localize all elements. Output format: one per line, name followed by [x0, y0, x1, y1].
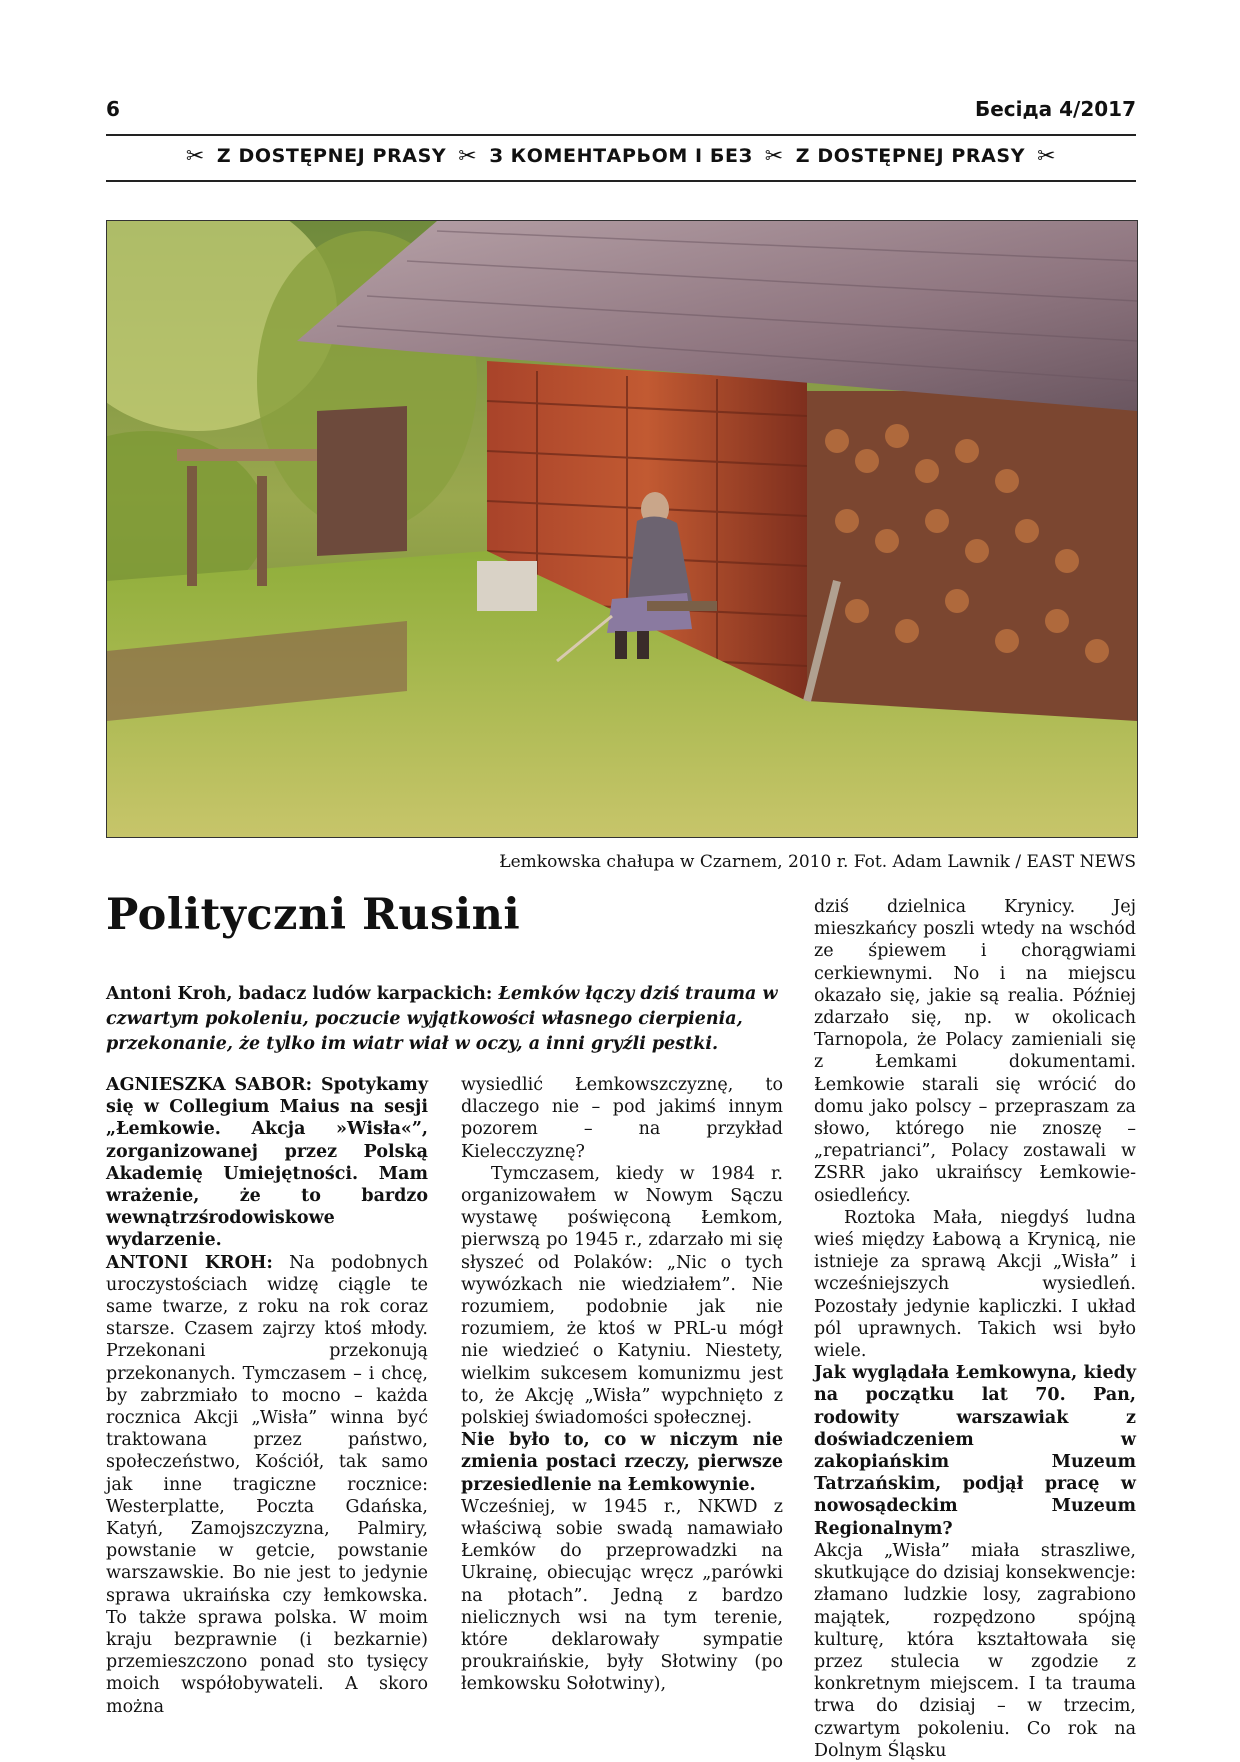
article-column-2	[461, 1074, 783, 1696]
answer-text: Na podobnych uroczystościach widzę ciągle te same twarze, z roku na rok coraz starsze. Czasem zajrzy ktoś młody. Przekonani przekonują przekonanych. Tymczasem – i chcę, by zabrzmiało to mocno – każda rocznica Akcji „Wisła” winna być traktowana przez państwo, społeczeństwo, Kościół, tak samo jak inne tragiczne rocznice: Westerplatte, Poczta Gdańska, Katyń, Zamojszczyzna, Palmiry, powstanie w getcie, powstanie warszawskie. Bo nie jest to jedynie sprawa ukraińska czy łemkowska. To także sprawa polska. W moim kraju bezprawnie (i bezkarnie) przemieszczono ponad sto tysięcy moich współobywateli. A skoro można	[106, 1252, 428, 1717]
lead-author: Antoni Kroh, badacz ludów karpackich:	[106, 984, 499, 1004]
photo-caption: Łemkowska chałupa w Czarnem, 2010 r. Fot. Adam Lawnik / EAST NEWS	[499, 852, 1136, 872]
issue-label: Бесіда 4/2017	[974, 97, 1136, 121]
scissors-icon: ✂	[458, 143, 478, 169]
section-banner	[106, 141, 1136, 171]
paragraph: Wcześniej, w 1945 r., NKWD z właściwą sobie swadą namawiało Łemków do przeprowadzki na Ukrainę, obiecując wręcz „parówki na płotach”. Jedną z bardzo nielicznych wsi na tym terenie, które deklarowały sympatie proukraińskie, były Słotwiny (po łemkowsku Sołotwiny),	[461, 1496, 783, 1695]
header-rule-bottom	[106, 180, 1136, 182]
banner-label-3: Z DOSTĘPNEJ PRASY	[795, 145, 1026, 167]
answer-speaker: ANTONI KROH:	[106, 1252, 273, 1273]
paragraph: Akcja „Wisła” miała straszliwe, skutkujące do dzisiaj konsekwencje: złamano ludzkie losy, zagrabiono majątek, rozpędzono spójną kulturę, która kształtowała się przez stulecia w zgodzie z konkretnym miejscem. I ta trauma trwa do dzisiaj – w trzecim, czwartym pokoleniu. Co rok na Dolnym Śląsku	[814, 1540, 1136, 1761]
interview-question: Jak wyglądała Łemkowyna, kiedy na początku lat 70. Pan, rodowity warszawiak z doświadczeniem w zakopiańskim Muzeum Tatrzańskim, podjął pracę w nowosądeckim Muzeum Regionalnym?	[814, 1363, 1136, 1539]
interview-question: AGNIESZKA SABOR: Spotykamy się w Collegium Maius na sesji „Łemkowie. Akcja »Wisła«”, zorganizowanej przez Polską Akademię Umiejętności. Mam wrażenie, że to bardzo wewnątrzśrodowiskowe wydarzenie.	[106, 1075, 428, 1251]
banner-label-2: З КОМЕНТАРЬОМ І БЕЗ	[489, 145, 753, 167]
article-photo	[106, 220, 1138, 838]
page-number: 6	[106, 97, 120, 121]
scissors-icon: ✂	[185, 143, 205, 169]
paragraph: Roztoka Mała, niegdyś ludna wieś między Łabową a Krynicą, nie istnieje za sprawą Akcji „Wisła” i wcześniejszych wysiedleń. Pozostały jedynie kapliczki. I układ pól uprawnych. Takich wsi było wiele.	[814, 1207, 1136, 1362]
scissors-icon: ✂	[764, 143, 784, 169]
scissors-icon: ✂	[1037, 143, 1057, 169]
interview-question: Nie było to, co w niczym nie zmienia postaci rzeczy, pierwsze przesiedlenie na Łemkowynie.	[461, 1430, 783, 1495]
paragraph: Tymczasem, kiedy w 1984 r. organizowałem w Nowym Sączu wystawę poświęconą Łemkom, pierwszą po 1945 r., zdarzało mi się słyszeć od Polaków: „Nic o tych wywózkach nie wiedziałem”. Nie rozumiem, podobnie jak nie rozumiem, że ktoś w PRL-u mógł nie wiedzieć o Katyniu. Niestety, wielkim sukcesem komunizmu jest to, że Akcję „Wisła” wypchnięto z polskiej świadomości społecznej.	[461, 1163, 783, 1429]
paragraph: wysiedlić Łemkowszczyznę, to dlaczego nie – pod jakimś innym pozorem – na przykład Kielecczyznę?	[461, 1075, 783, 1162]
article-title: Polityczni Rusini	[106, 890, 521, 940]
banner-label-1: Z DOSTĘPNEJ PRASY	[216, 145, 447, 167]
article-column-1	[106, 1074, 428, 1718]
paragraph: dziś dzielnica Krynicy. Jej mieszkańcy poszli wtedy na wschód ze śpiewem i chorągwiami cerkiewnymi. No i na miejscu okazało się, jakie są realia. Później zdarzało się, np. w okolicach Tarnopola, że Polacy zamieniali się z Łemkami dokumentami. Łemkowie starali się wrócić do domu jako polscy – przepraszam za słowo, którego nie znoszę – „repatrianci”, Polacy zostawali w ZSRR jako ukraińscy Łemkowie-osiedleńcy.	[814, 897, 1136, 1206]
lead-quote: Łemków łączy dziś trauma w czwartym pokoleniu, poczucie wyjątkowości własnego cierpienia, przekonanie, że tylko im wiatr wiał w oczy, a inni gryźli pestki.	[106, 984, 778, 1054]
article-lead	[106, 982, 782, 1057]
article-column-3	[814, 896, 1136, 1762]
header-rule-top	[106, 134, 1136, 136]
